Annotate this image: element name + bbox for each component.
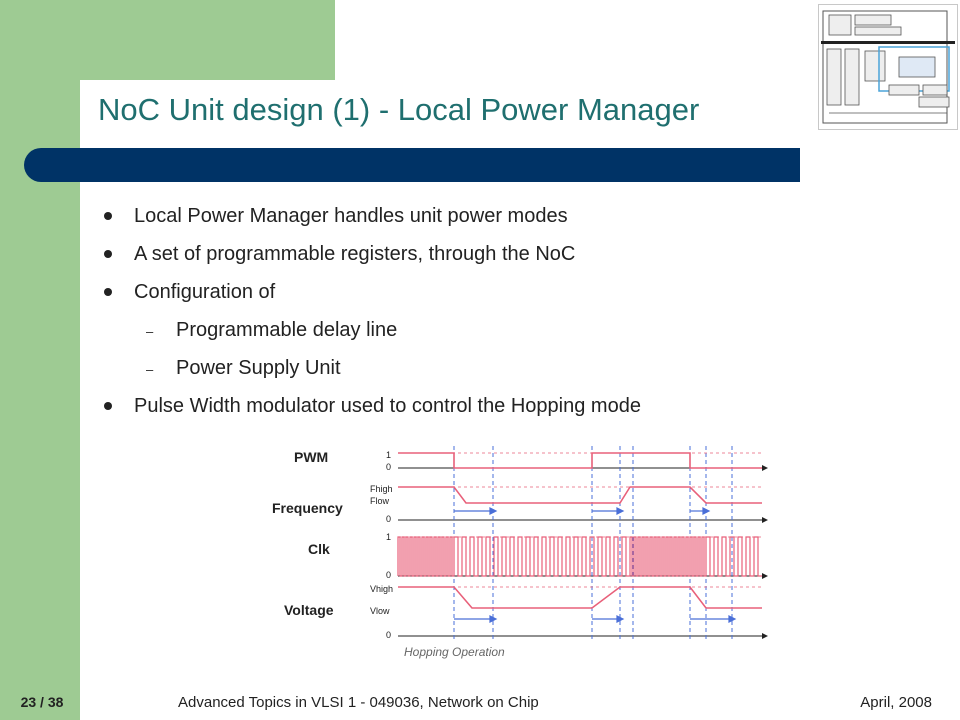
pwm-label: PWM	[294, 449, 329, 465]
freq-level-zero: 0	[386, 514, 392, 524]
freq-level-high: Fhigh	[370, 484, 393, 494]
hopping-timing-diagram	[268, 436, 770, 662]
sub-bullet-item: – Programmable delay line	[104, 318, 641, 356]
frequency-label: Frequency	[272, 500, 343, 516]
pwm-level-low: 0	[386, 462, 392, 472]
left-green-band	[0, 0, 80, 720]
sub-bullet-item: – Power Supply Unit	[104, 356, 641, 394]
clk-level-high: 1	[386, 532, 392, 542]
volt-level-zero: 0	[386, 630, 392, 640]
footer-course: Advanced Topics in VLSI 1 - 049036, Network on Chip	[178, 694, 539, 711]
volt-level-high: Vhigh	[370, 584, 394, 594]
slide-number: 23 / 38	[20, 694, 64, 710]
volt-level-low: Vlow	[370, 606, 390, 616]
freq-level-low: Flow	[370, 496, 390, 506]
clk-waveform	[398, 537, 762, 576]
footer-date: April, 2008	[860, 694, 932, 711]
bullet-item: Pulse Width modulator used to control the Hopping mode	[104, 394, 641, 432]
diagram-caption: Hopping Operation	[404, 645, 505, 659]
top-green-band	[80, 0, 335, 80]
voltage-label: Voltage	[284, 602, 334, 618]
pwm-level-high: 1	[386, 450, 392, 460]
clk-level-low: 0	[386, 570, 392, 580]
bullet-item: Configuration of	[104, 280, 641, 318]
bullet-item: Local Power Manager handles unit power modes	[104, 204, 641, 242]
block-diagram-thumbnail	[818, 4, 958, 130]
title-underline-bar	[24, 148, 800, 182]
slide-title: NoC Unit design (1) - Local Power Manager	[98, 92, 700, 127]
bullet-list	[104, 204, 641, 432]
clk-label: Clk	[308, 541, 330, 557]
bullet-item: A set of programmable registers, through the NoC	[104, 242, 641, 280]
